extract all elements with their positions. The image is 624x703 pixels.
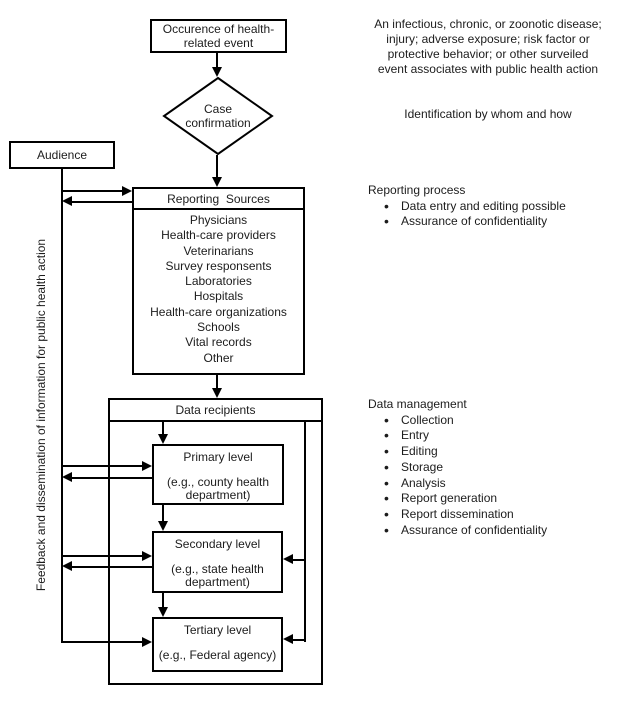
audience-to-sources-head	[122, 186, 132, 196]
annotation-event-note-line: protective behavior; or other surveiled	[387, 47, 589, 61]
secondary-level-subtitle: (e.g., state health department)	[171, 562, 264, 589]
flow-arrow-case-to-sources-line	[216, 155, 218, 177]
sources-to-audience-line	[70, 201, 132, 203]
reporting-source-item: Hospitals	[193, 289, 244, 304]
reporting-process-item: • Data entry and editing possible	[368, 199, 620, 215]
data-management-item: • Assurance of confidentiality	[368, 523, 620, 539]
data-management-note	[368, 397, 620, 538]
flow-arrow-event-to-case-head	[212, 67, 222, 77]
return-to-tertiary-head	[283, 634, 293, 644]
return-to-secondary-head	[283, 554, 293, 564]
primary-to-secondary-line	[162, 505, 164, 522]
primary-level-subtitle: (e.g., county health department)	[166, 475, 270, 502]
data-management-item: • Collection	[368, 413, 620, 429]
reporting-source-item: Health-care organizations	[150, 304, 287, 319]
flow-arrow-sources-to-recipients-head	[212, 388, 222, 398]
tertiary-level-box	[152, 617, 283, 672]
annotation-event-note-line: event associates with public health action	[377, 62, 599, 76]
reporting-source-item: Veterinarians	[183, 243, 254, 258]
event-box	[150, 19, 287, 53]
data-management-list	[368, 413, 620, 539]
reporting-source-item: Vital records	[185, 335, 252, 350]
recipients-to-primary-head	[158, 434, 168, 444]
data-management-item: • Analysis	[368, 476, 620, 492]
feedback-axis-label: Feedback and dissemination of information for public health action	[34, 238, 48, 592]
secondary-level-box	[152, 531, 283, 593]
data-recipients-title: Data recipients	[110, 400, 321, 422]
primary-to-secondary-head	[158, 521, 168, 531]
reporting-source-item: Health-care providers	[161, 228, 276, 243]
primary-to-audience-line	[70, 477, 152, 479]
annotation-event-note-line: An infectious, chronic, or zoonotic disease;	[374, 17, 602, 31]
audience-to-secondary-line	[62, 555, 142, 557]
audience-to-primary-line	[62, 465, 142, 467]
secondary-to-tertiary-line	[162, 593, 164, 608]
reporting-sources-list	[134, 210, 303, 366]
data-management-item: • Storage	[368, 460, 620, 476]
reporting-source-item: Laboratories	[185, 274, 252, 289]
primary-to-audience-head	[62, 472, 72, 482]
reporting-process-title: Reporting process	[368, 183, 466, 197]
primary-level-title: Primary level	[183, 450, 253, 464]
audience-to-tertiary-head	[142, 637, 152, 647]
return-to-secondary-line	[291, 559, 306, 561]
reporting-process-note	[368, 183, 620, 230]
sources-to-audience-head	[62, 196, 72, 206]
reporting-source-item: Other	[203, 350, 234, 365]
audience-to-primary-head	[142, 461, 152, 471]
annotation-event-note	[356, 17, 620, 77]
tertiary-level-subtitle: (e.g., Federal agency)	[158, 648, 277, 662]
secondary-to-audience-line	[70, 566, 152, 568]
data-management-title: Data management	[368, 397, 467, 411]
flow-arrow-case-to-sources-head	[212, 177, 222, 187]
audience-to-tertiary-line	[61, 641, 142, 643]
data-management-item: • Report generation	[368, 491, 620, 507]
case-confirmation-label-wrap	[162, 77, 274, 155]
audience-box	[9, 141, 115, 169]
data-management-item: • Editing	[368, 444, 620, 460]
reporting-sources-box	[132, 187, 305, 375]
annotation-event-note-line: injury; adverse exposure; risk factor or	[386, 32, 590, 46]
event-box-label: Occurence of health-related event	[162, 22, 275, 50]
audience-to-secondary-head	[142, 551, 152, 561]
reporting-sources-title: Reporting Sources	[134, 189, 303, 210]
reporting-source-item: Physicians	[189, 213, 248, 227]
tertiary-level-title: Tertiary level	[183, 623, 252, 637]
secondary-level-title: Secondary level	[174, 537, 261, 551]
recipients-to-primary-line	[162, 420, 164, 435]
recipients-inner-return-line	[304, 420, 306, 642]
reporting-process-item: • Assurance of confidentiality	[368, 214, 620, 230]
flow-arrow-sources-to-recipients-line	[216, 375, 218, 389]
secondary-to-audience-head	[62, 561, 72, 571]
case-confirmation-label: Case confirmation	[185, 102, 251, 130]
audience-to-sources-line	[62, 190, 122, 192]
data-management-item: • Report dissemination	[368, 507, 620, 523]
secondary-to-tertiary-head	[158, 607, 168, 617]
annotation-identification: Identification by whom and how	[404, 107, 572, 121]
audience-feedback-trunk-line	[61, 169, 63, 643]
return-to-tertiary-line	[291, 639, 306, 641]
primary-level-box	[152, 444, 284, 505]
data-management-item: • Entry	[368, 428, 620, 444]
reporting-source-item: Survey responsents	[165, 258, 272, 273]
reporting-process-list	[368, 199, 620, 230]
audience-label: Audience	[36, 148, 88, 162]
reporting-source-item: Schools	[197, 320, 240, 335]
